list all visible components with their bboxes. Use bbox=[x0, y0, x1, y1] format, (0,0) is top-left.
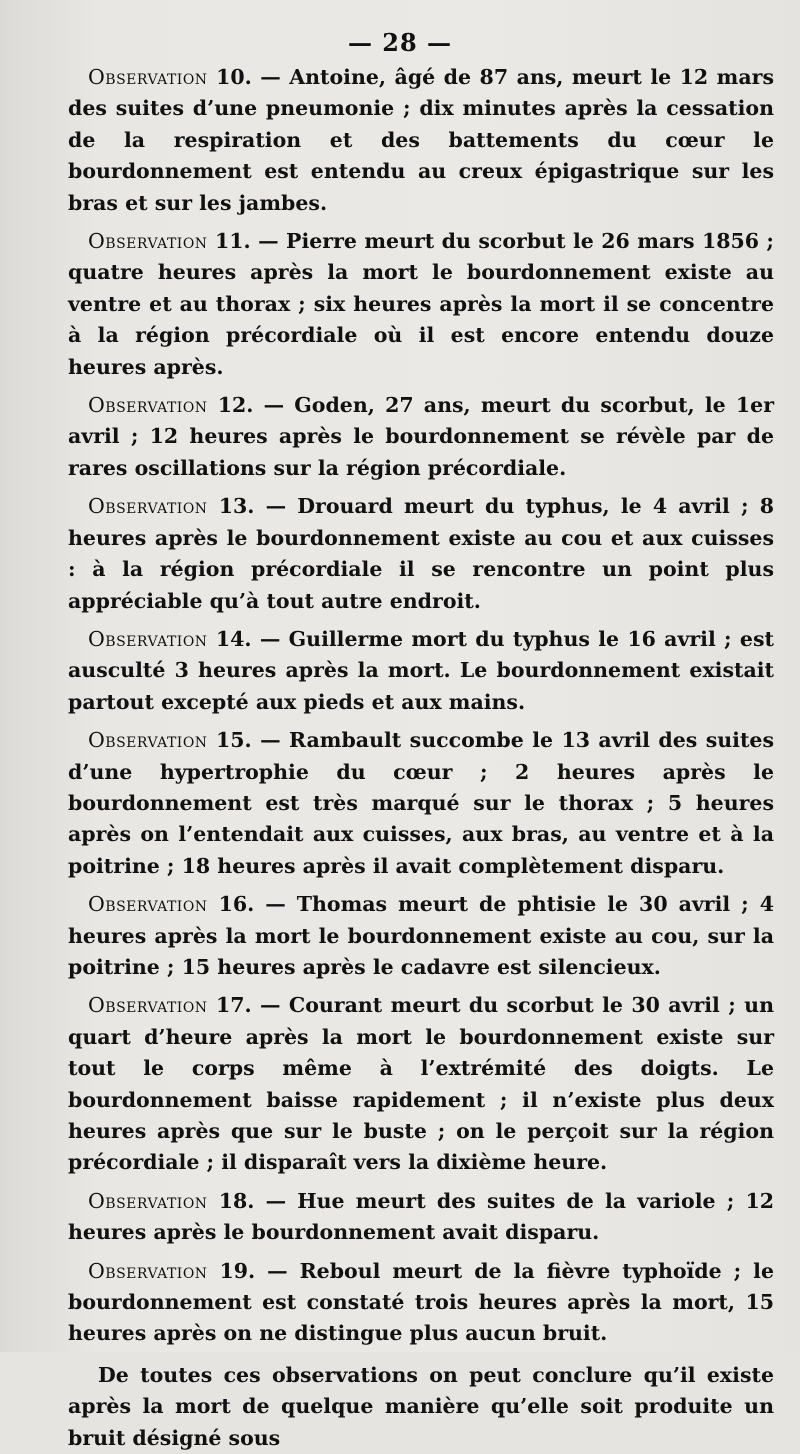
observation-text: — Reboul meurt de la fièvre typhoïde ; le bourdonnement est constaté trois heures après la mort, 15 heures après on ne distingue plus aucun bruit. bbox=[68, 1258, 774, 1346]
observation-text: — Drouard meurt du typhus, le 4 avril ; 8 heures après le bourdonnement existe au cou et aux cuisses : à la région précordiale il se rencontre un point plus appréciable qu’à tout autre endroit. bbox=[68, 494, 774, 613]
observation-number: 18. bbox=[218, 1188, 255, 1213]
observation-label: Observation bbox=[88, 993, 208, 1018]
observation-text: — Thomas meurt de phtisie le 30 avril ; 4 heures après la mort le bourdonnement existe au cou, sur la poitrine ; 15 heures après le cadavre est silencieux. bbox=[68, 892, 774, 979]
observation-paragraph bbox=[68, 1186, 774, 1249]
observation-number: 10. bbox=[216, 65, 252, 89]
observation-number: 15. bbox=[215, 728, 252, 753]
observation-number: 12. bbox=[217, 393, 254, 418]
observation-text: — Antoine, âgé de 87 ans, meurt le 12 mars des suites d’une pneumonie ; dix minutes après la cessation de la respiration et des battements du cœur le bourdonnement est entendu au creux épigastrique sur les bras et sur les jambes. bbox=[68, 65, 774, 215]
observation-label: Observation bbox=[88, 393, 208, 418]
conclusion-paragraph: De toutes ces observations on peut conclure qu’il existe après la mort de quelque manière qu’elle soit produite un bruit désigné sous bbox=[68, 1362, 774, 1450]
observation-text: — Goden, 27 ans, meurt du scorbut, le 1er avril ; 12 heures après le bourdonnement se révèle par de rares oscillations sur la région précordiale. bbox=[68, 393, 774, 480]
observation-text: — Courant meurt du scorbut le 30 avril ; un quart d’heure après la mort le bourdonnement existe sur tout le corps même à l’extrémité des doigts. Le bourdonnement baisse rapidement ; il n’existe plus deux heures après que sur le buste ; on le perçoit sur la région précordiale ; il disparaît vers la dixième heure. bbox=[68, 993, 774, 1175]
observation-number: 13. bbox=[218, 494, 255, 519]
body-text bbox=[68, 62, 774, 1454]
observation-number: 14. bbox=[215, 626, 252, 651]
observation-paragraph bbox=[68, 1256, 774, 1350]
observation-label: Observation bbox=[88, 892, 208, 917]
observation-paragraph bbox=[68, 889, 774, 983]
observation-text: — Rambault succombe le 13 avril des suites d’une hypertrophie du cœur ; 2 heures après le bourdonnement est très marqué sur le thorax ; 5 heures après on l’entendait aux cuisses, aux bras, au ventre et à la poitrine ; 18 heures après il avait complètement disparu. bbox=[68, 728, 775, 878]
observation-text: — Guillerme mort du typhus le 16 avril ; est ausculté 3 heures après la mort. Le bourdonnement existait partout excepté aux pieds et aux mains. bbox=[68, 626, 774, 714]
page-number: — 28 — bbox=[347, 28, 453, 57]
observation-label: Observation bbox=[88, 728, 208, 753]
observation-number: 17. bbox=[215, 993, 252, 1018]
observation-label: Observation bbox=[88, 229, 208, 254]
observation-number: 19. bbox=[219, 1258, 256, 1283]
observation-label: Observation bbox=[88, 626, 208, 651]
observation-number: 16. bbox=[218, 892, 255, 917]
observation-paragraph bbox=[68, 990, 774, 1178]
observation-paragraph bbox=[68, 390, 774, 484]
observation-text: — Hue meurt des suites de la variole ; 12 heures après le bourdonnement avait disparu. bbox=[68, 1188, 774, 1245]
observation-label: Observation bbox=[88, 1188, 208, 1213]
observation-number: 11. bbox=[215, 229, 251, 254]
observation-paragraph bbox=[68, 624, 774, 718]
observation-label: Observation bbox=[88, 494, 208, 519]
observation-paragraph bbox=[68, 491, 774, 617]
observation-text: — Pierre meurt du scorbut le 26 mars 1856 ; quatre heures après la mort le bourdonnement existe au ventre et au thorax ; six heures après la mort il se concentre à la région précordiale où il est encore entendu douze heures après. bbox=[68, 229, 774, 379]
observation-paragraph bbox=[68, 226, 774, 383]
observation-label: Observation bbox=[88, 65, 208, 89]
observation-paragraph bbox=[68, 725, 774, 882]
observation-label: Observation bbox=[88, 1258, 208, 1283]
observation-paragraph bbox=[68, 62, 774, 219]
